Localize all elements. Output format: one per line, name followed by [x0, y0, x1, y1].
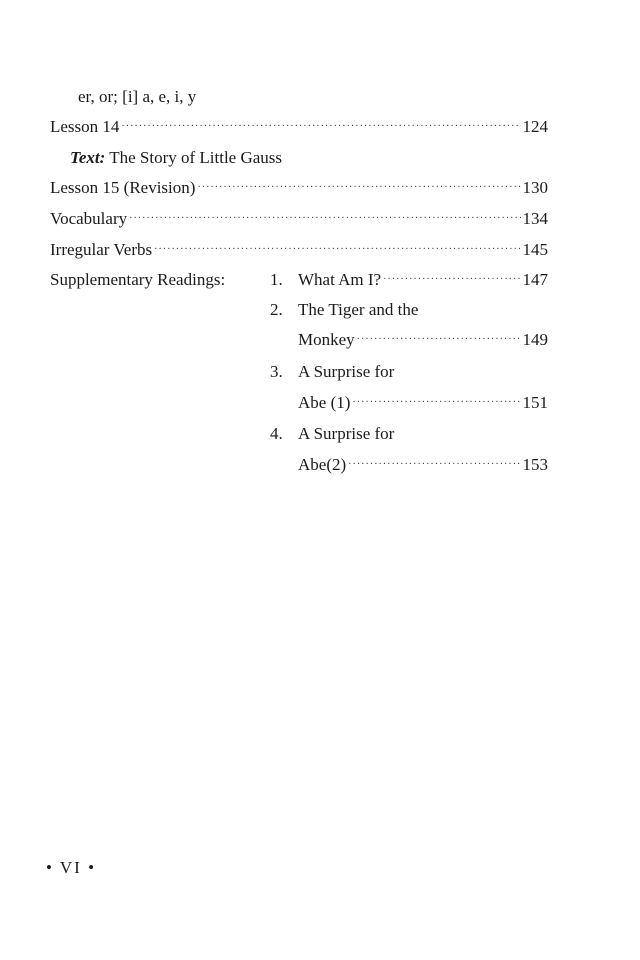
toc-entry-label: Lesson 15 (Revision): [50, 178, 196, 197]
item-number: 1.: [270, 270, 283, 289]
item-number: 4.: [270, 424, 283, 443]
toc-entry-page: 124: [522, 117, 548, 136]
dot-leader: [121, 117, 520, 137]
supplementary-item-1: [270, 270, 548, 290]
text-prefix: Text:: [70, 148, 106, 167]
dot-leader: [357, 330, 521, 350]
toc-entry-page: 145: [522, 240, 548, 259]
supplementary-item-2-line2: [298, 330, 548, 350]
text-title: The Story of Little Gauss: [109, 148, 283, 167]
item-title: A Surprise for: [298, 424, 395, 443]
supplementary-item-4-line2: [298, 455, 548, 475]
item-number: 2.: [270, 300, 283, 319]
toc-entry-page: 134: [522, 209, 548, 228]
phonetics-line: er, or; [i] a, e, i, y: [78, 87, 197, 106]
dot-leader: [197, 178, 520, 198]
toc-entry-label: Vocabulary: [50, 209, 128, 228]
toc-entry-page: 153: [522, 455, 548, 474]
toc-entry-label: Lesson 14: [50, 117, 120, 136]
dot-leader: [383, 270, 520, 290]
item-title-cont: Abe(2): [298, 455, 347, 474]
item-title: A Surprise for: [298, 362, 395, 381]
page-folio: • VI •: [46, 858, 97, 877]
supplementary-item-4-line1: [270, 424, 394, 444]
toc-entry-page: 147: [522, 270, 548, 289]
toc-entry-page: 149: [522, 330, 548, 349]
toc-entry-lesson-14: [50, 117, 548, 137]
item-title-cont: Monkey: [298, 330, 355, 349]
dot-leader: [154, 240, 520, 260]
toc-entry-page: 151: [522, 393, 548, 412]
item-title: The Tiger and the: [298, 300, 419, 319]
supplementary-item-2-line1: [270, 300, 418, 320]
supplementary-item-3-line1: [270, 362, 394, 382]
supplementary-item-3-line2: [298, 393, 548, 413]
dot-leader: [348, 455, 520, 475]
dot-leader: [129, 209, 520, 229]
dot-leader: [352, 393, 520, 413]
item-title-cont: Abe (1): [298, 393, 351, 412]
item-title: What Am I?: [298, 270, 382, 289]
supplementary-heading: Supplementary Readings:: [50, 270, 226, 289]
toc-entry-lesson-15: [50, 178, 548, 198]
toc-entry-vocabulary: [50, 209, 548, 229]
toc-entry-label: Irregular Verbs: [50, 240, 153, 259]
item-number: 3.: [270, 362, 283, 381]
toc-subentry-text: [70, 148, 282, 168]
toc-entry-irregular-verbs: [50, 240, 548, 260]
toc-entry-page: 130: [522, 178, 548, 197]
